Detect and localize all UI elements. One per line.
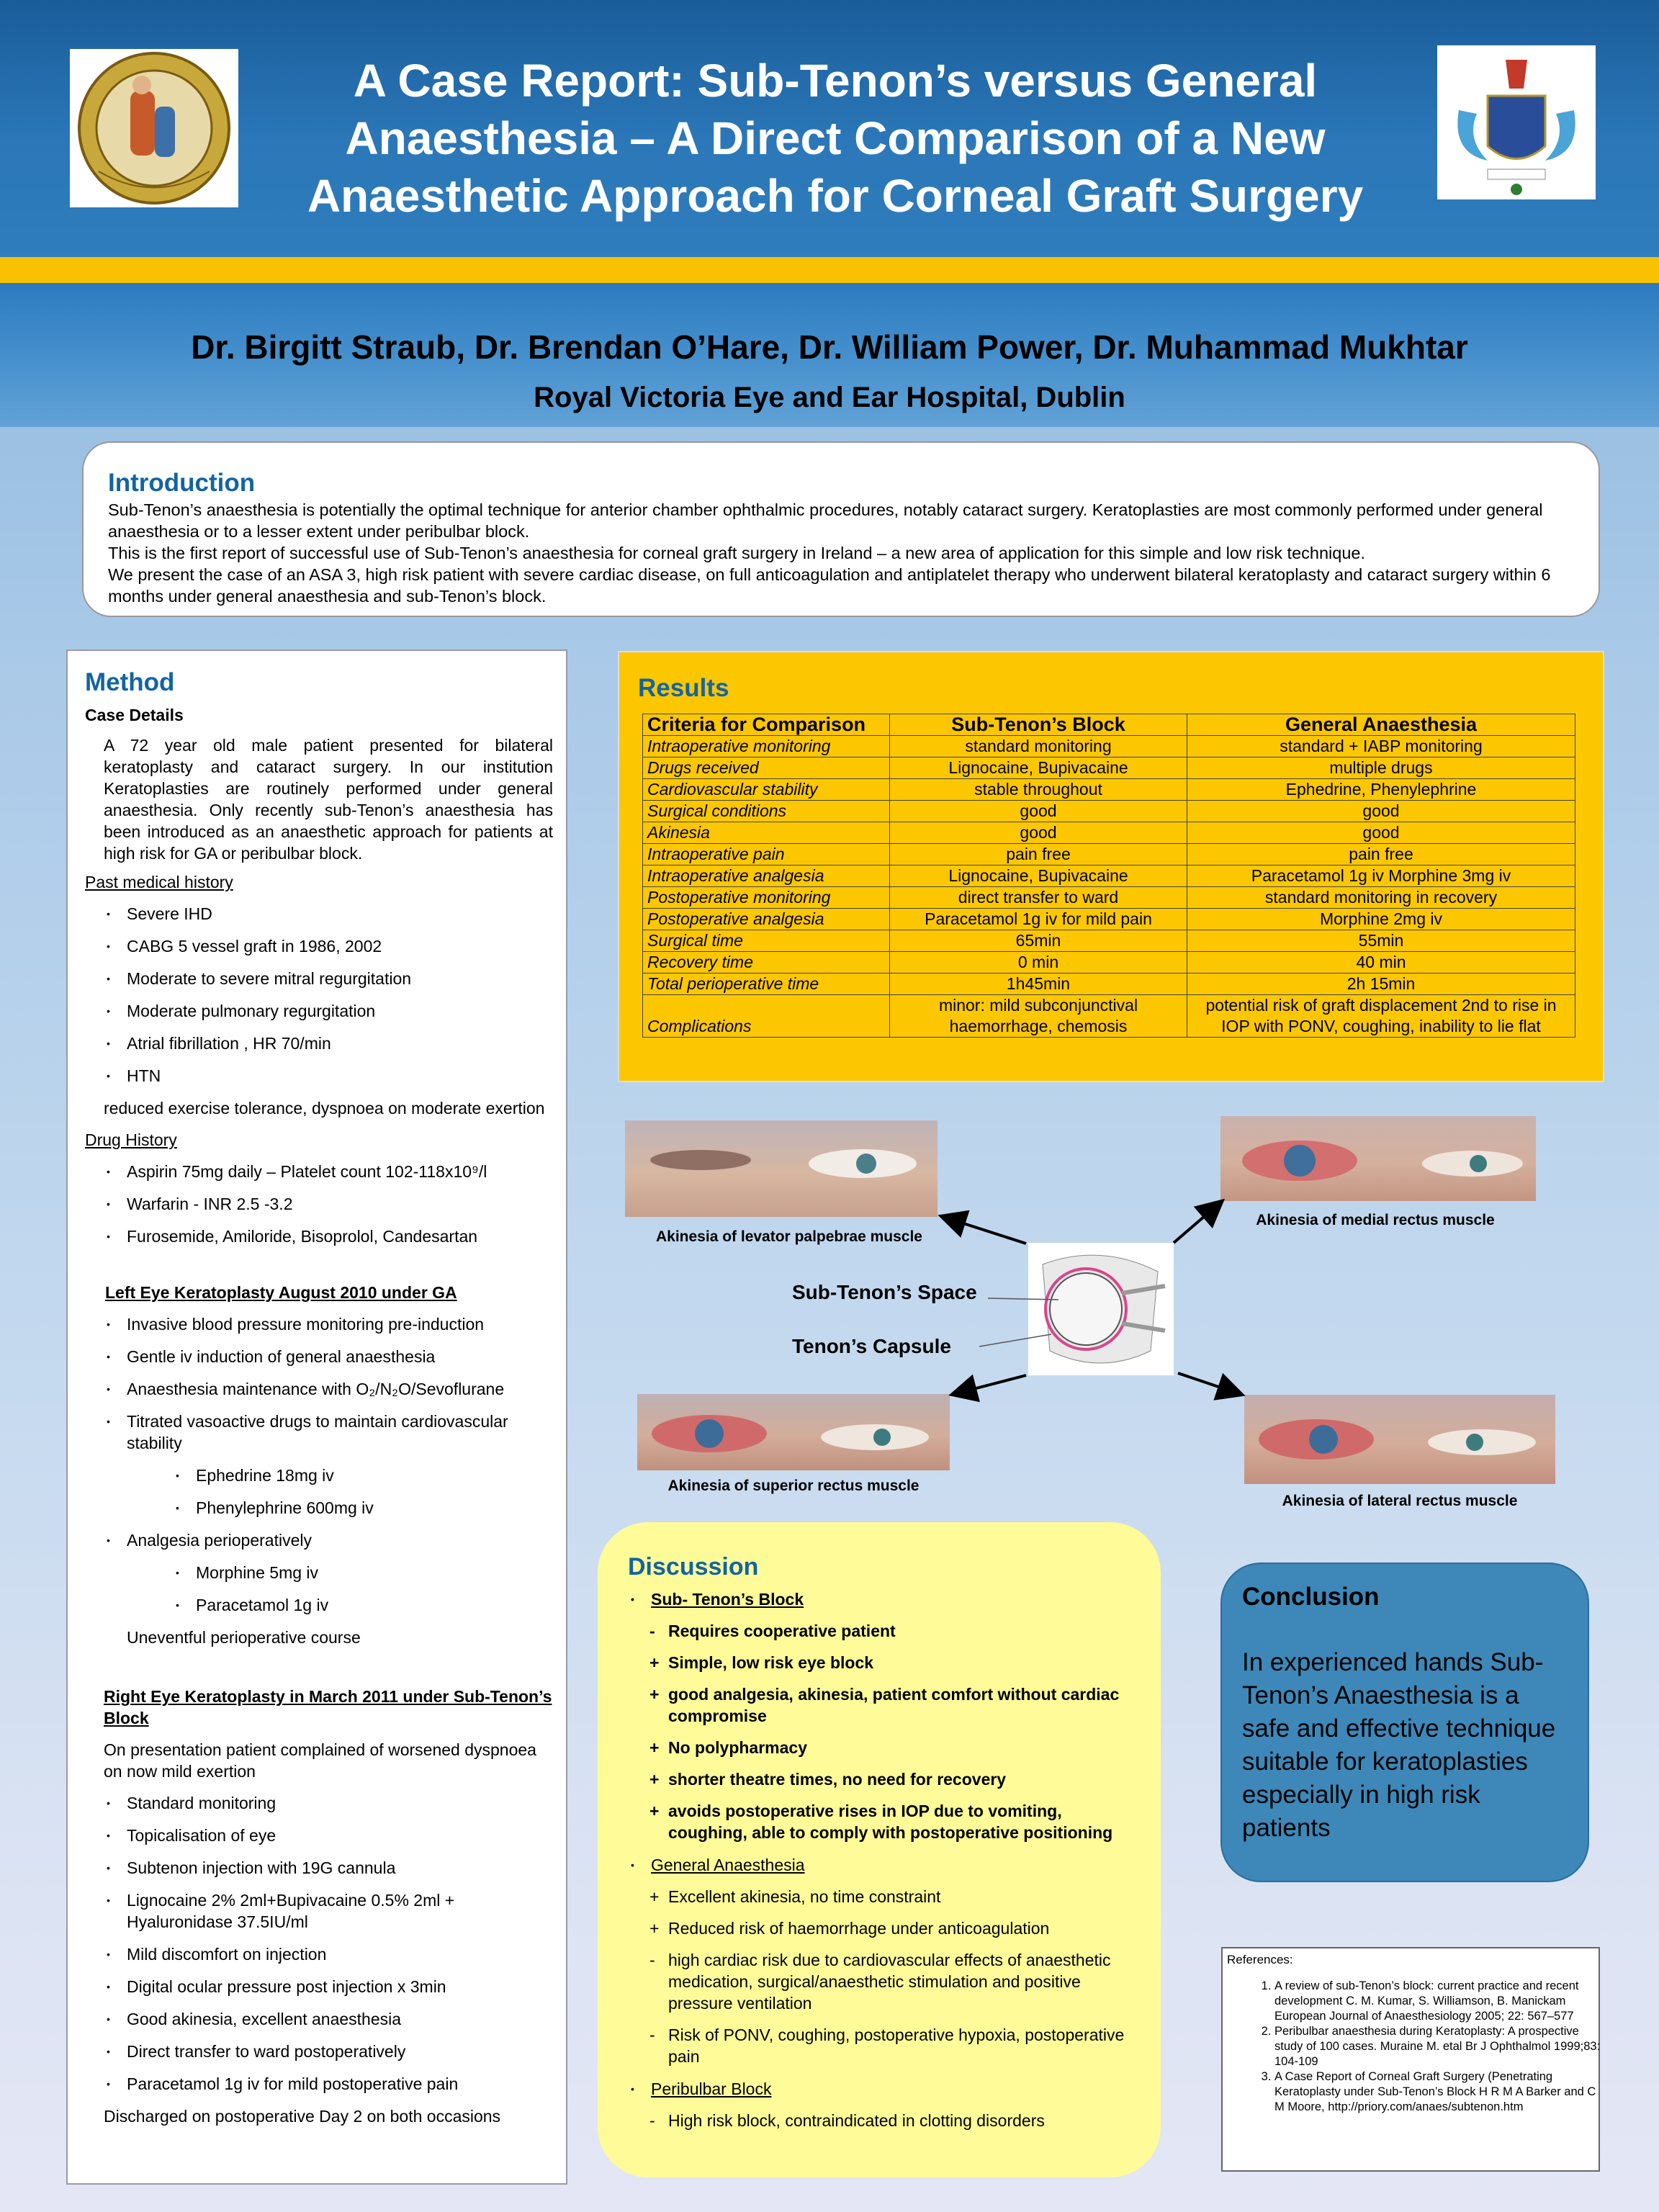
criteria-cell: Intraoperative monitoring xyxy=(643,736,890,757)
drug-item: • Warfarin - INR 2.5 -3.2 xyxy=(104,1193,553,1215)
subtenon-cell: Paracetamol 1g iv for mild pain xyxy=(890,909,1187,930)
peribulbar-block-heading: • Peribulbar Block xyxy=(628,2078,1139,2100)
left-eye-subitem: • Ephedrine 18mg iv xyxy=(173,1465,553,1486)
left-eye-item: • Anaesthesia maintenance with O₂/N₂O/Sevoflurane xyxy=(104,1378,553,1400)
introduction-heading: Introduction xyxy=(108,469,256,497)
label-subtenon-space: Sub-Tenon’s Space xyxy=(792,1281,977,1303)
sign-marker: - xyxy=(649,2026,655,2044)
conclusion-heading: Conclusion xyxy=(1242,1583,1380,1611)
left-eye-subitem: • Morphine 5mg iv xyxy=(173,1562,553,1583)
subtenon-point xyxy=(628,1652,1139,1673)
column-header: Sub-Tenon’s Block xyxy=(890,714,1187,736)
subtenon-cell: Lignocaine, Bupivacaine xyxy=(890,757,1187,779)
subtenon-point xyxy=(628,1620,1139,1642)
left-eye-subitem: • Paracetamol 1g iv xyxy=(173,1594,553,1616)
ga-cell: Morphine 2mg iv xyxy=(1187,909,1575,930)
pmh-item: • Moderate pulmonary regurgitation xyxy=(104,1000,553,1022)
discussion-heading: Discussion xyxy=(628,1553,759,1581)
subtenon-cell: stable throughout xyxy=(890,779,1187,801)
sign-marker: + xyxy=(649,1887,660,1906)
subtenon-point xyxy=(628,1737,1139,1758)
general-anaesthesia-heading: • General Anaesthesia xyxy=(628,1854,1139,1876)
drug-item: • Furosemide, Amiloride, Bisoprolol, Candesartan xyxy=(104,1226,553,1247)
criteria-cell: Drugs received xyxy=(643,757,890,779)
subtenon-point xyxy=(628,1683,1139,1727)
reference-item: 1. A review of sub-Tenon’s block: current practice and recent development C. M. Kumar, S. Williamson, B. Manickam European Journal of Anaesthesiology 2005; 22: 567–577 xyxy=(1274,1979,1607,2024)
subtenon-cell: minor: mild subconjunctival haemorrhage, chemosis xyxy=(890,995,1187,1038)
right-eye-item: • Paracetamol 1g iv for mild postoperative pain xyxy=(104,2073,553,2095)
right-eye-item: • Mild discomfort on injection xyxy=(104,1943,553,1965)
subtenon-cell: standard monitoring xyxy=(890,736,1187,757)
ga-cell: 2h 15min xyxy=(1187,974,1575,995)
sign-marker: - xyxy=(649,1622,655,1640)
criteria-cell: Surgical conditions xyxy=(643,801,890,822)
reference-item: 2. Peribulbar anaesthesia during Keratoplasty: A prospective study of 100 cases. Muraine M. etal Br J Ophthalmol 1999;83: 104-109 xyxy=(1274,2024,1607,2069)
conclusion-text: In experienced hands Sub-Tenon’s Anaesthesia is a safe and effective technique suitable for keratoplasties especially in high risk patients xyxy=(1242,1648,1556,1842)
ga-cell: standard + IABP monitoring xyxy=(1187,736,1575,757)
criteria-cell: Recovery time xyxy=(643,952,890,974)
ga-point-text: high cardiac risk due to cardiovascular effects of anaesthetic medication, surgical/anaesthetic stimulation and positive pressure ventilation xyxy=(668,1951,1111,2013)
pmh-item: • CABG 5 vessel graft in 1986, 2002 xyxy=(104,935,553,957)
subtenon-cell: 65min xyxy=(890,930,1187,952)
left-eye-note: Uneventful perioperative course xyxy=(127,1628,361,1647)
ga-point xyxy=(628,1917,1139,1939)
caption-lateral: Akinesia of lateral rectus muscle xyxy=(1282,1493,1518,1509)
subtenon-cell: direct transfer to ward xyxy=(890,887,1187,909)
ga-cell: potential risk of graft displacement 2nd to rise in IOP with PONV, coughing, inability to lie flat xyxy=(1187,995,1575,1038)
criteria-cell: Intraoperative pain xyxy=(643,844,890,866)
method-heading: Method xyxy=(85,668,175,696)
ga-cell: good xyxy=(1187,822,1575,844)
subtenon-point-text: shorter theatre times, no need for recovery xyxy=(668,1770,1007,1789)
left-eye-item: • Analgesia perioperatively xyxy=(104,1529,553,1551)
left-eye-subitem: • Phenylephrine 600mg iv xyxy=(173,1497,553,1519)
right-eye-heading: Right Eye Keratoplasty in March 2011 under Sub-Tenon’s Block xyxy=(104,1687,552,1727)
right-eye-item: • Good akinesia, excellent anaesthesia xyxy=(104,2008,553,2030)
ga-cell: good xyxy=(1187,801,1575,822)
ga-point-text: Reduced risk of haemorrhage under anticoagulation xyxy=(668,1919,1050,1938)
subtenon-point xyxy=(628,1768,1139,1790)
pmh-item: • HTN xyxy=(104,1065,553,1087)
criteria-cell: Intraoperative analgesia xyxy=(643,866,890,887)
caption-medial: Akinesia of medial rectus muscle xyxy=(1256,1212,1495,1228)
column-header: Criteria for Comparison xyxy=(643,714,890,736)
conclusion-box xyxy=(1220,1563,1589,1882)
pmh-heading: Past medical history xyxy=(85,873,233,891)
references-box xyxy=(1221,1947,1600,2172)
subtenon-point-text: good analgesia, akinesia, patient comfort without cardiac compromise xyxy=(668,1685,1120,1725)
right-eye-note: Discharged on postoperative Day 2 on both occasions xyxy=(104,2107,501,2126)
sign-marker: + xyxy=(649,1653,660,1672)
criteria-cell: Akinesia xyxy=(643,822,890,844)
sign-marker: - xyxy=(649,2111,655,2130)
pmh-note: reduced exercise tolerance, dyspnoea on moderate exertion xyxy=(104,1099,545,1118)
author-list: Dr. Birgitt Straub, Dr. Brendan O’Hare, Dr. William Power, Dr. Muhammad Mukhtar xyxy=(191,328,1468,366)
sign-marker: + xyxy=(649,1919,660,1938)
criteria-cell: Cardiovascular stability xyxy=(643,779,890,801)
references-heading: References: xyxy=(1227,1953,1293,1966)
left-eye-item: • Titrated vasoactive drugs to maintain cardiovascular stability xyxy=(104,1411,553,1454)
pmh-item: • Atrial fibrillation , HR 70/min xyxy=(104,1033,553,1054)
intro-line: Sub-Tenon’s anaesthesia is potentially the optimal technique for anterior chamber ophthalmic procedures, notably cataract surgery. Keratoplasties are most commonly performed under general anaesthesia or to a lesser extent under peribulbar block. xyxy=(108,500,1543,541)
column-header: General Anaesthesia xyxy=(1187,714,1575,736)
right-eye-item: • Direct transfer to ward postoperatively xyxy=(104,2041,553,2062)
sign-marker: + xyxy=(649,1802,660,1820)
right-eye-intro: On presentation patient complained of worsened dyspnoea on now mild exertion xyxy=(104,1740,536,1781)
ga-cell: pain free xyxy=(1187,844,1575,866)
left-eye-item: • Gentle iv induction of general anaesthesia xyxy=(104,1346,553,1367)
criteria-cell: Postoperative monitoring xyxy=(643,887,890,909)
right-eye-item: • Digital ocular pressure post injection x 3min xyxy=(104,1976,553,1997)
ga-point-text: Excellent akinesia, no time constraint xyxy=(668,1887,941,1906)
right-eye-item: • Lignocaine 2% 2ml+Bupivacaine 0.5% 2ml + Hyaluronidase 37.5IU/ml xyxy=(104,1889,553,1933)
reference-item: 3. A Case Report of Corneal Graft Surgery (Penetrating Keratoplasty under Sub-Tenon’s Block H R M A Barker and C M Moore, http://priory.com/anaes/subtenon.htm xyxy=(1274,2069,1607,2115)
ga-point xyxy=(628,1886,1139,1907)
left-eye-item: • Invasive blood pressure monitoring pre-induction xyxy=(104,1313,553,1335)
drug-item: • Aspirin 75mg daily – Platelet count 102-118x10⁹/l xyxy=(104,1161,553,1182)
intro-line: We present the case of an ASA 3, high risk patient with severe cardiac disease, on full anticoagulation and antiplatelet therapy who underwent bilateral keratoplasty and cataract surgery within 6 months under general anaesthesia and sub-Tenon’s block. xyxy=(108,565,1551,606)
discussion-box xyxy=(598,1522,1161,2177)
subtenon-point-text: Simple, low risk eye block xyxy=(668,1653,874,1672)
sign-marker: + xyxy=(649,1770,660,1789)
subtenon-point xyxy=(628,1800,1139,1843)
subtenon-cell: good xyxy=(890,822,1187,844)
left-eye-heading: Left Eye Keratoplasty August 2010 under GA xyxy=(105,1283,457,1302)
ga-cell: standard monitoring in recovery xyxy=(1187,887,1575,909)
peribulbar-point xyxy=(628,2110,1139,2131)
subtenon-cell: Lignocaine, Bupivacaine xyxy=(890,866,1187,887)
ga-cell: 40 min xyxy=(1187,952,1575,974)
subtenon-cell: 0 min xyxy=(890,952,1187,974)
results-heading: Results xyxy=(638,674,729,702)
case-details-heading: Case Details xyxy=(85,706,184,724)
ga-point-text: Risk of PONV, coughing, postoperative hypoxia, postoperative pain xyxy=(668,2026,1125,2066)
sign-marker: - xyxy=(649,1951,655,1969)
right-eye-item: • Standard monitoring xyxy=(104,1792,553,1814)
pmh-item: • Severe IHD xyxy=(104,903,553,925)
intro-line: This is the first report of successful use of Sub-Tenon’s anaesthesia for corneal graft surgery in Ireland – a new area of application for this simple and low risk technique. xyxy=(108,544,1365,562)
subtenon-point-text: avoids postoperative rises in IOP due to vomiting, coughing, able to comply with postoperative positioning xyxy=(668,1802,1113,1842)
subtenon-cell: pain free xyxy=(890,844,1187,866)
ga-point xyxy=(628,2024,1139,2067)
caption-superior: Akinesia of superior rectus muscle xyxy=(667,1478,920,1494)
peribulbar-point-text: High risk block, contraindicated in clotting disorders xyxy=(668,2111,1045,2130)
sign-marker: + xyxy=(649,1738,660,1757)
sign-marker: + xyxy=(649,1685,660,1704)
drug-history-heading: Drug History xyxy=(85,1130,177,1149)
ga-cell: Ephedrine, Phenylephrine xyxy=(1187,779,1575,801)
ga-cell: 55min xyxy=(1187,930,1575,952)
subtenon-point-text: Requires cooperative patient xyxy=(668,1622,896,1640)
right-eye-item: • Subtenon injection with 19G cannula xyxy=(104,1857,553,1879)
ga-point xyxy=(628,1949,1139,2014)
label-tenon-capsule: Tenon’s Capsule xyxy=(792,1335,951,1357)
criteria-cell: Complications xyxy=(643,995,890,1038)
ga-cell: Paracetamol 1g iv Morphine 3mg iv xyxy=(1187,866,1575,887)
criteria-cell: Total perioperative time xyxy=(643,974,890,995)
ga-cell: multiple drugs xyxy=(1187,757,1575,779)
institution: Royal Victoria Eye and Ear Hospital, Dublin xyxy=(534,382,1125,413)
criteria-cell: Postoperative analgesia xyxy=(643,909,890,930)
subtenon-cell: good xyxy=(890,801,1187,822)
pmh-item: • Moderate to severe mitral regurgitation xyxy=(104,968,553,989)
subtenon-cell: 1h45min xyxy=(890,974,1187,995)
references-list xyxy=(1249,1979,1607,2115)
caption-levator: Akinesia of levator palpebrae muscle xyxy=(656,1228,922,1245)
subtenon-point-text: No polypharmacy xyxy=(668,1738,807,1757)
subtenon-block-heading: • Sub- Tenon’s Block xyxy=(628,1588,1139,1610)
poster-title: A Case Report: Sub-Tenon’s versus General Anaesthesia – A Direct Comparison of a New Anaesthetic Approach for Corneal Graft Surgery xyxy=(307,55,1364,222)
criteria-cell: Surgical time xyxy=(643,930,890,952)
right-eye-item: • Topicalisation of eye xyxy=(104,1825,553,1846)
case-details-text: A 72 year old male patient presented for bilateral keratoplasty and cataract surgery. In our institution Keratoplasties are routinely performed under general anaesthesia. Only recently sub-Tenon’s anaesthesia has been introduced as an anaesthetic approach for patients at high risk for GA or peribulbar block. xyxy=(104,736,553,863)
